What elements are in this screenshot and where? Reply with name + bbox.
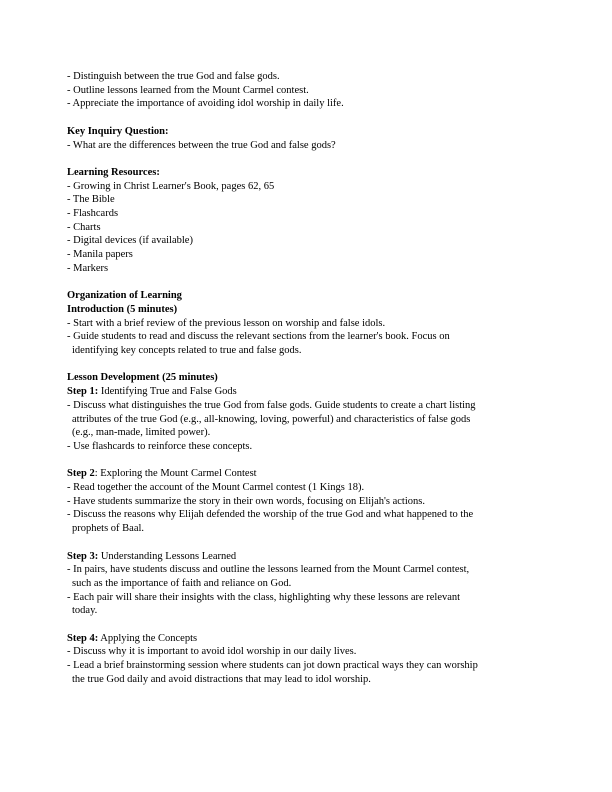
step-2-label: Step 2 <box>67 468 95 480</box>
step-2-line: prophets of Baal. <box>72 523 145 535</box>
step-4-title: Applying the Concepts <box>98 632 198 644</box>
development-section <box>67 371 547 686</box>
resources-heading: Learning Resources: <box>67 166 160 178</box>
resources-section <box>67 166 547 276</box>
resource-item: - Growing in Christ Learner's Book, pages 62, 65 <box>67 180 275 192</box>
resource-item: - Manila papers <box>67 249 133 261</box>
step-2-line: - Discuss the reasons why Elijah defended the worship of the true God and what happened to the <box>67 509 474 521</box>
development-heading: Lesson Development (25 minutes) <box>67 372 218 384</box>
introduction-line: identifying key concepts related to true and false gods. <box>72 345 302 357</box>
step-3-heading <box>67 550 547 564</box>
inquiry-section <box>67 125 547 152</box>
organization-section <box>67 289 547 358</box>
step-3-line: - Each pair will share their insights with the class, highlighting why these lessons are relevant <box>67 591 461 603</box>
organization-heading: Organization of Learning <box>67 290 182 302</box>
step-3-line: such as the importance of faith and reliance on God. <box>72 577 292 589</box>
step-2-title: : Exploring the Mount Carmel Contest <box>94 468 257 480</box>
step-1-label: Step 1: <box>67 386 99 398</box>
resource-item: - The Bible <box>67 194 115 206</box>
objective-item: - Outline lessons learned from the Mount Carmel contest. <box>67 84 309 96</box>
step-3-line: - In pairs, have students discuss and outline the lessons learned from the Mount Carmel contest, <box>67 564 470 576</box>
objective-item: - Distinguish between the true God and false gods. <box>67 71 280 82</box>
resource-item: - Digital devices (if available) <box>67 235 193 247</box>
step-2-line: - Read together the account of the Mount Carmel contest (1 Kings 18). <box>67 482 365 494</box>
step-3-label: Step 3: <box>67 550 99 562</box>
inquiry-question: - What are the differences between the true God and false gods? <box>67 139 336 151</box>
step-4-label: Step 4: <box>67 632 99 644</box>
step-2-line: - Have students summarize the story in their own words, focusing on Elijah's actions. <box>67 495 425 507</box>
step-2-heading <box>67 467 547 481</box>
step-3-title: Understanding Lessons Learned <box>98 550 237 562</box>
resource-item: - Flashcards <box>67 208 119 219</box>
step-1-line: - Use flashcards to reinforce these concepts. <box>67 440 253 452</box>
objective-item: - Appreciate the importance of avoiding idol worship in daily life. <box>67 98 344 110</box>
introduction-line: - Start with a brief review of the previous lesson on worship and false idols. <box>67 317 386 329</box>
introduction-heading: Introduction (5 minutes) <box>67 303 178 315</box>
inquiry-heading: Key Inquiry Question: <box>67 125 169 137</box>
step-1-line: (e.g., man-made, limited power). <box>72 427 211 439</box>
step-1-title: Identifying True and False Gods <box>98 386 237 398</box>
step-1-line: - Discuss what distinguishes the true God from false gods. Guide students to create a chart listing <box>67 399 476 411</box>
introduction-line: - Guide students to read and discuss the relevant sections from the learner's book. Focus on <box>67 331 450 343</box>
step-4-line: the true God daily and avoid distractions that may lead to idol worship. <box>72 673 371 685</box>
objectives-list <box>67 70 547 111</box>
step-4-line: - Lead a brief brainstorming session where students can jot down practical ways they can worship <box>67 660 478 672</box>
step-1-line: attributes of the true God (e.g., all-knowing, loving, powerful) and characteristics of false gods <box>72 413 471 425</box>
step-4-line: - Discuss why it is important to avoid idol worship in our daily lives. <box>67 646 357 658</box>
step-3-line: today. <box>72 605 98 617</box>
resource-item: - Markers <box>67 262 109 274</box>
step-4-heading <box>67 632 547 646</box>
resource-item: - Charts <box>67 221 101 233</box>
step-1-heading <box>67 385 547 399</box>
page-content <box>67 70 547 687</box>
